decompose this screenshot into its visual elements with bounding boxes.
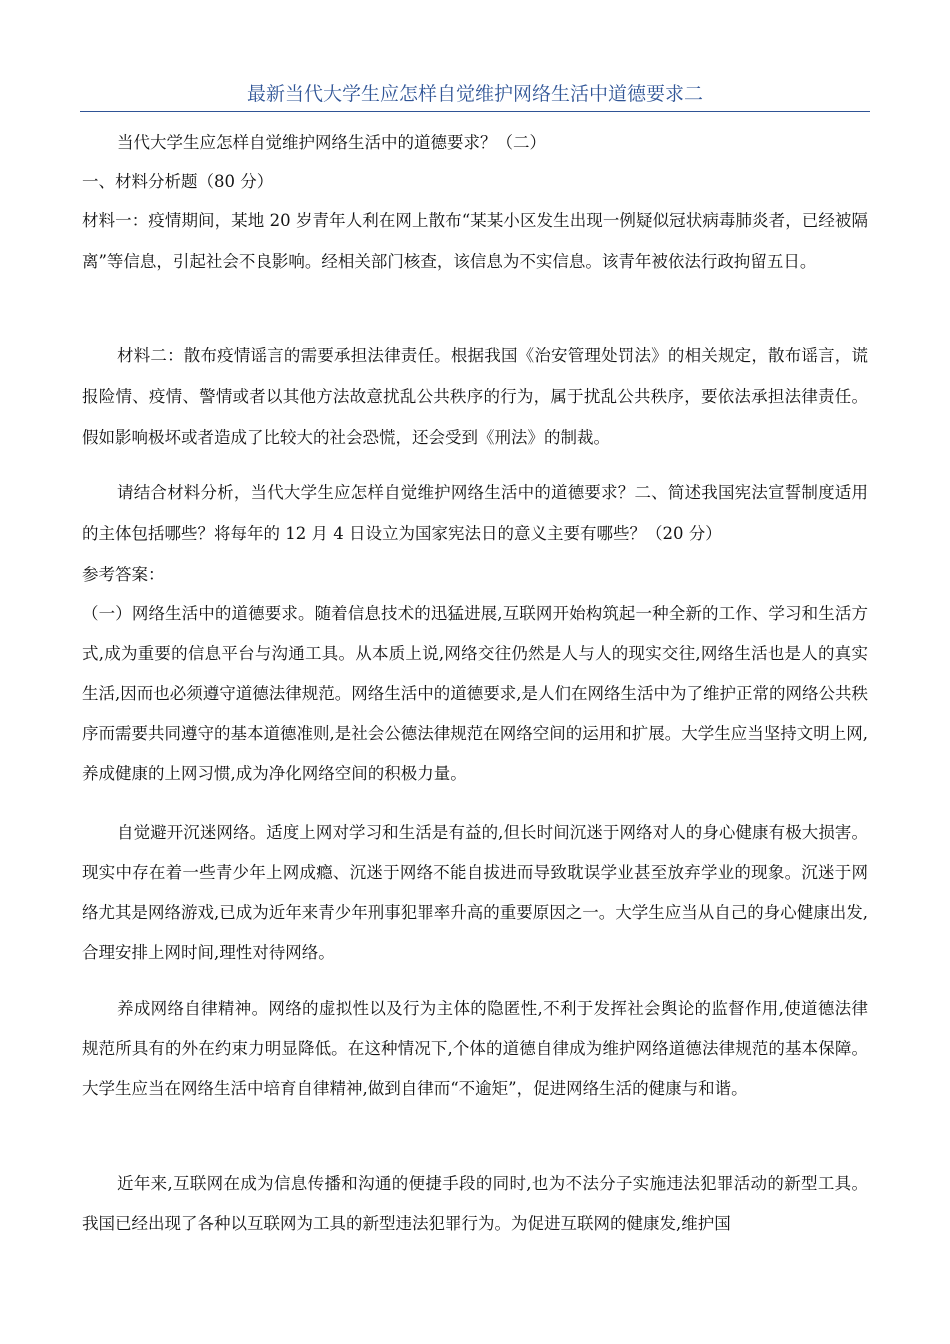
- answer-label: 参考答案：: [82, 565, 165, 584]
- question-title: 当代大学生应怎样自觉维护网络生活中的道德要求？（二）: [117, 133, 546, 152]
- material-paragraph-2: 材料二：散布疫情谣言的需要承担法律责任。根据我国《治安管理处罚法》的相关规定，散布谣言，谎报险情、疫情、警情或者以其他方法故意扰乱公共秩序的行为，属于扰乱公共秩序，要依法承担法律责任。假如影响极坏或者造成了比较大的社会恐慌，还会受到《刑法》的制裁。: [82, 346, 868, 447]
- header-divider: [80, 111, 870, 112]
- answer-paragraph-3: 养成网络自律精神。网络的虚拟性以及行为主体的隐匿性,不利于发挥社会舆论的监督作用,使道德法律规范所具有的外在约束力明显降低。在这种情况下,个体的道德自律成为维护网络道德法律规范的基本保障。大学生应当在网络生活中培育自律精神,做到自律而“不逾矩”，促进网络生活的健康与和谐。: [82, 999, 868, 1098]
- answer-paragraph-4: 近年来,互联网在成为信息传播和沟通的便捷手段的同时,也为不法分子实施违法犯罪活动的新型工具。我国已经出现了各种以互联网为工具的新型违法犯罪行为。为促进互联网的健康发,维护国: [82, 1174, 868, 1233]
- section-heading-1: 一、材料分析题（80 分）: [82, 172, 274, 191]
- material-paragraph-1: 材料一：疫情期间，某地 20 岁青年人利在网上散布“某某小区发生出现一例疑似冠状病毒肺炎者，已经被隔离”等信息，引起社会不良影响。经相关部门核查，该信息为不实信息。该青年被依法行政拘留五日。: [82, 211, 868, 271]
- answer-paragraph-1: （一）网络生活中的道德要求。随着信息技术的迅猛进展,互联网开始构筑起一种全新的工作、学习和生活方式,成为重要的信息平台与沟通工具。从本质上说,网络交往仍然是人与人的现实交往,网络生活也是人的真实生活,因而也必须遵守道德法律规范。网络生活中的道德要求,是人们在网络生活中为了维护正常的网络公共秩序而需要共同遵守的基本道德准则,是社会公德法律规范在网络空间的运用和扩展。大学生应当坚持文明上网,养成健康的上网习惯,成为净化网络空间的积极力量。: [82, 604, 868, 783]
- answer-paragraph-2: 自觉避开沉迷网络。适度上网对学习和生活是有益的,但长时间沉迷于网络对人的身心健康有极大损害。现实中存在着一些青少年上网成瘾、沉迷于网络不能自拔进而导致耽误学业甚至放弃学业的现象。沉迷于网络尤其是网络游戏,已成为近年来青少年刑事犯罪率升高的重要原因之一。大学生应当从自己的身心健康出发,合理安排上网时间,理性对待网络。: [82, 823, 868, 962]
- document-header-title: 最新当代大学生应怎样自觉维护网络生活中道德要求二: [246, 83, 703, 105]
- question-paragraph: 请结合材料分析，当代大学生应怎样自觉维护网络生活中的道德要求？二、简述我国宪法宣誓制度适用的主体包括哪些？将每年的 12 月 4 日设立为国家宪法日的意义主要有哪些？（20 分）: [82, 483, 868, 543]
